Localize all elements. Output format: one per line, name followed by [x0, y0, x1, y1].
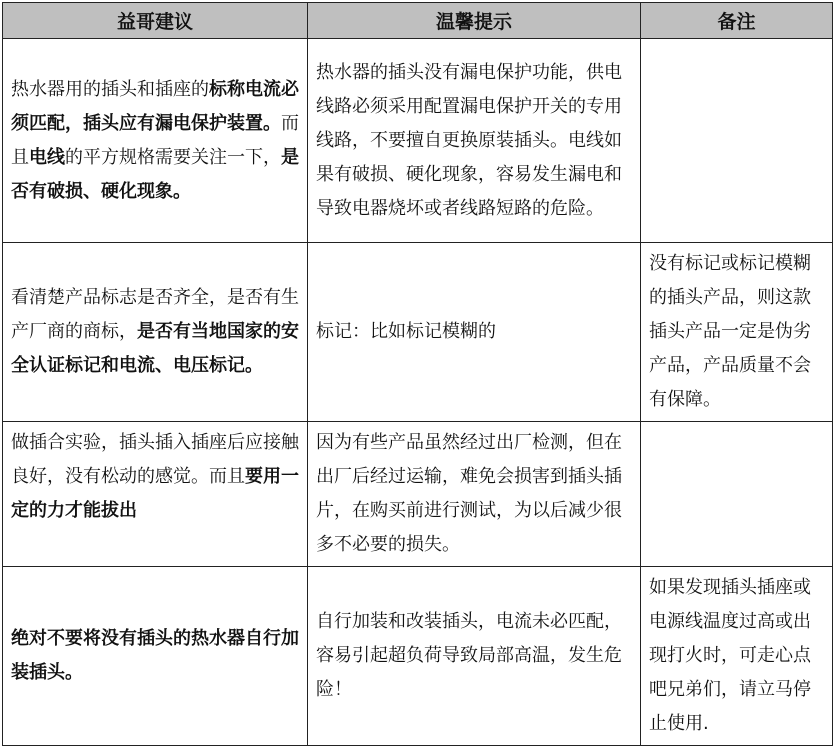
advice-cell: [3, 39, 308, 243]
table-row: [3, 39, 833, 243]
advice-text: 而且: [11, 112, 299, 168]
tip-cell: 标记：比如标记模糊的: [308, 243, 641, 422]
tip-cell: 自行加装和改装插头，电流未必匹配，容易引起超负荷导致局部高温，发生危险！: [308, 567, 641, 746]
advice-text: 看清楚产品标志是否齐全，是否有生产厂商的商标，: [11, 287, 299, 342]
header-row: [3, 3, 833, 39]
table-row: [3, 243, 833, 422]
advice-table: [2, 2, 833, 746]
header-notes: 备注: [641, 3, 833, 39]
advice-text-bold: 要用一定的力才能拔出: [11, 466, 299, 521]
header-advice: 益哥建议: [3, 3, 308, 39]
tip-cell: 因为有些产品虽然经过出厂检测，但在出厂后经过运输，难免会损害到插头插片，在购买前进行测试，为以后减少很多不必要的损失。: [308, 422, 641, 567]
note-cell: [641, 39, 833, 243]
advice-text-bold: 绝对不要将没有插头的热水器自行加装插头。: [11, 628, 299, 683]
advice-text: 做插合实验，插头插入插座后应接触良好，没有松动的感觉。而且: [11, 432, 299, 487]
advice-text: 的平方规格需要关注一下，: [65, 146, 281, 168]
advice-text-bold: 是否有破损、硬化现象。: [11, 146, 299, 202]
table-row: [3, 422, 833, 567]
tip-cell: 热水器的插头没有漏电保护功能，供电线路必须采用配置漏电保护开关的专用线路，不要擅自更换原装插头。电线如果有破损、硬化现象，容易发生漏电和导致电器烧坏或者线路短路的危险。: [308, 39, 641, 243]
advice-text: 热水器用的插头和插座的: [11, 78, 209, 100]
advice-cell: [3, 567, 308, 746]
note-cell: 如果发现插头插座或电源线温度过高或出现打火时，可走心点吧兄弟们，请立马停止使用.: [641, 567, 833, 746]
advice-text-bold: 电线: [29, 146, 65, 168]
advice-cell: [3, 243, 308, 422]
note-cell: [641, 422, 833, 567]
table-row: [3, 567, 833, 746]
advice-cell: [3, 422, 308, 567]
advice-text-bold: 是否有当地国家的安全认证标记和电流、电压标记。: [11, 321, 299, 376]
note-cell: 没有标记或标记模糊的插头产品，则这款插头产品一定是伪劣产品，产品质量不会有保障。: [641, 243, 833, 422]
advice-text-bold: 标称电流必须匹配，插头应有漏电保护装置。: [11, 78, 299, 134]
header-tips: 温馨提示: [308, 3, 641, 39]
